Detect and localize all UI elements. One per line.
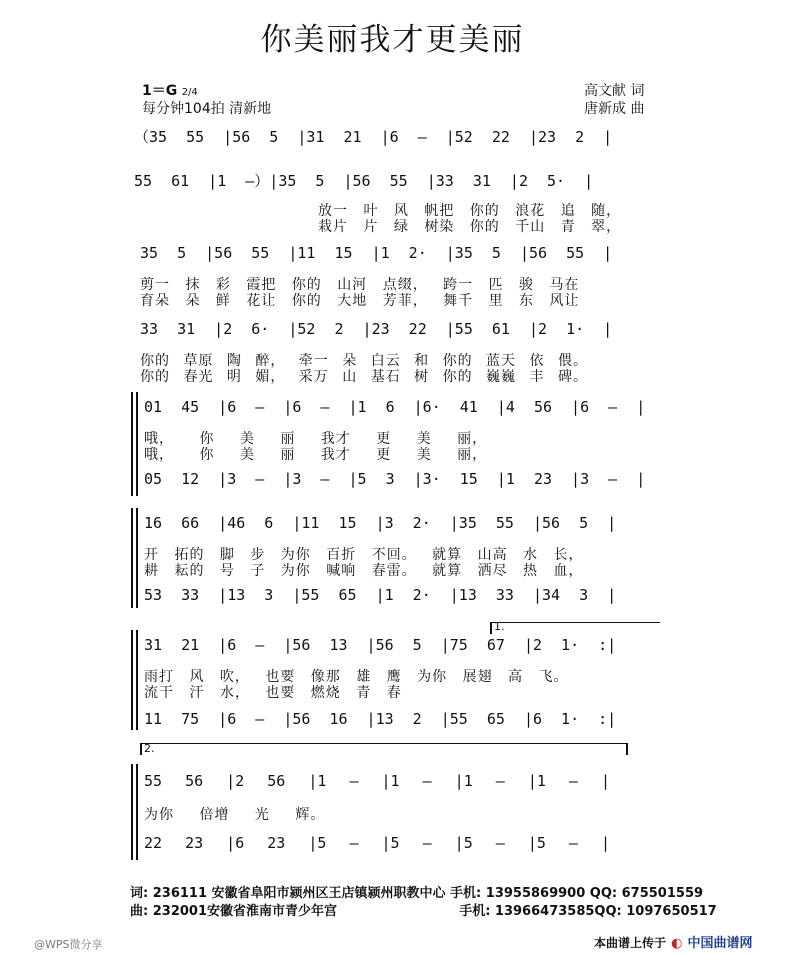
- key-signature: [142, 80, 198, 100]
- footer-composer-contact: 曲: 232001安徽省淮南市青少年宫 手机: 13966473585QQ: 1097650517: [130, 904, 717, 919]
- notation-row-10: 11 75 |6 — |56 16 |13 2 |55 65 |6 1· :|: [144, 710, 617, 728]
- notation-row-7: 16 66 |46 6 |11 15 |3 2· |35 55 |56 5 |: [144, 514, 617, 532]
- lyric-row-4-verse-1: 你的 草原 陶 醉， 牵一 朵 白云 和 你的 蓝天 依 偎。: [140, 353, 588, 369]
- volta-1-line: [490, 622, 660, 623]
- notation-row-8: 53 33 |13 3 |55 65 |1 2· |13 33 |34 3 |: [144, 586, 617, 604]
- footer-lyricist-contact: 词: 236111 安徽省阜阳市颍州区王店镇颍州职教中心 手机: 13955869900 QQ: 675501559: [130, 886, 704, 901]
- system-bracket-4: [131, 764, 133, 860]
- key: 1＝G: [142, 83, 178, 99]
- system-bracket-1: [131, 392, 133, 496]
- notation-row-3: 35 5 |56 55 |11 15 |1 2· |35 5 |56 55 |: [140, 244, 613, 262]
- tempo: 每分钟104拍 清新地: [142, 101, 272, 117]
- system-barline-4: [136, 764, 138, 860]
- lyric-row-9-verse-2: 流干 汗 水， 也要 燃烧 青 春: [144, 685, 402, 701]
- notation-row-9: 31 21 |6 — |56 13 |56 5 |75 67 |2 1· :|: [144, 636, 617, 654]
- lyric-row-7-verse-2: 耕 耘的 号 子 为你 喊响 春雷。 就算 洒尽 热 血，: [144, 563, 584, 579]
- system-barline-3: [136, 630, 138, 730]
- watermark: @WPS微分享: [34, 938, 103, 951]
- source-site: 中国曲谱网: [687, 936, 753, 951]
- lyric-row-7-verse-1: 开 拓的 脚 步 为你 百折 不回。 就算 山高 水 长，: [144, 547, 584, 563]
- composer: 唐新成 曲: [584, 101, 645, 117]
- lyric-row-5-verse-2: 哦， 你 美 丽 我才 更 美 丽，: [144, 447, 488, 463]
- meter: 2/4: [181, 87, 198, 98]
- system-bracket-3: [131, 630, 133, 730]
- lyric-row-2-verse-2: 栽片 片 绿 树染 你的 千山 青 翠，: [318, 219, 622, 235]
- lyric-row-3-verse-1: 剪一 抹 彩 霞把 你的 山河 点缀， 跨一 匹 骏 马在: [140, 277, 580, 293]
- notation-row-2: 55 61 |1 —）|35 5 |56 55 |33 31 |2 5· |: [134, 172, 594, 190]
- site-logo-icon: ◐: [671, 936, 683, 951]
- lyric-row-4-verse-2: 你的 春光 明 媚， 采万 山 基石 树 你的 巍巍 丰 碑。: [140, 369, 588, 385]
- lyric-row-11: 为你 倍增 光 辉。: [144, 807, 326, 823]
- volta-2-hook: [140, 743, 142, 755]
- notation-row-1: （35 55 |56 5 |31 21 |6 — |52 22 |23 2 |: [134, 128, 613, 146]
- volta-2-line: [140, 743, 626, 744]
- lyric-row-2-verse-1: 放一 叶 风 帆把 你的 浪花 追 随，: [318, 203, 622, 219]
- notation-row-11: 55 56 |2 56 |1 — |1 — |1 — |1 — |: [144, 772, 611, 790]
- notation-row-6: 05 12 |3 — |3 — |5 3 |3· 15 |1 23 |3 — |: [144, 470, 646, 488]
- source-credit: [594, 932, 753, 951]
- volta-2-label: 2.: [144, 742, 155, 755]
- notation-row-12: 22 23 |6 23 |5 — |5 — |5 — |5 — |: [144, 834, 611, 852]
- notation-row-4: 33 31 |2 6· |52 2 |23 22 |55 61 |2 1· |: [140, 320, 613, 338]
- system-barline-2: [136, 508, 138, 608]
- lyric-row-3-verse-2: 育朵 朵 鲜 花让 你的 大地 芳菲， 舞千 里 东 风让: [140, 293, 580, 309]
- system-barline-1: [136, 392, 138, 496]
- volta-1-label: 1.: [494, 620, 505, 633]
- lyric-row-9-verse-1: 雨打 风 吹， 也要 像那 雄 鹰 为你 展翅 高 飞。: [144, 669, 569, 685]
- source-label: 本曲谱上传于: [594, 936, 667, 950]
- lyricist: 高文献 词: [584, 83, 645, 99]
- volta-2-end-hook: [626, 743, 628, 755]
- lyric-row-5-verse-1: 哦， 你 美 丽 我才 更 美 丽，: [144, 431, 488, 447]
- page-title: 你美丽我才更美丽: [260, 22, 525, 58]
- notation-row-5: 01 45 |6 — |6 — |1 6 |6· 41 |4 56 |6 — |: [144, 398, 646, 416]
- volta-1-hook: [490, 622, 492, 634]
- system-bracket-2: [131, 508, 133, 608]
